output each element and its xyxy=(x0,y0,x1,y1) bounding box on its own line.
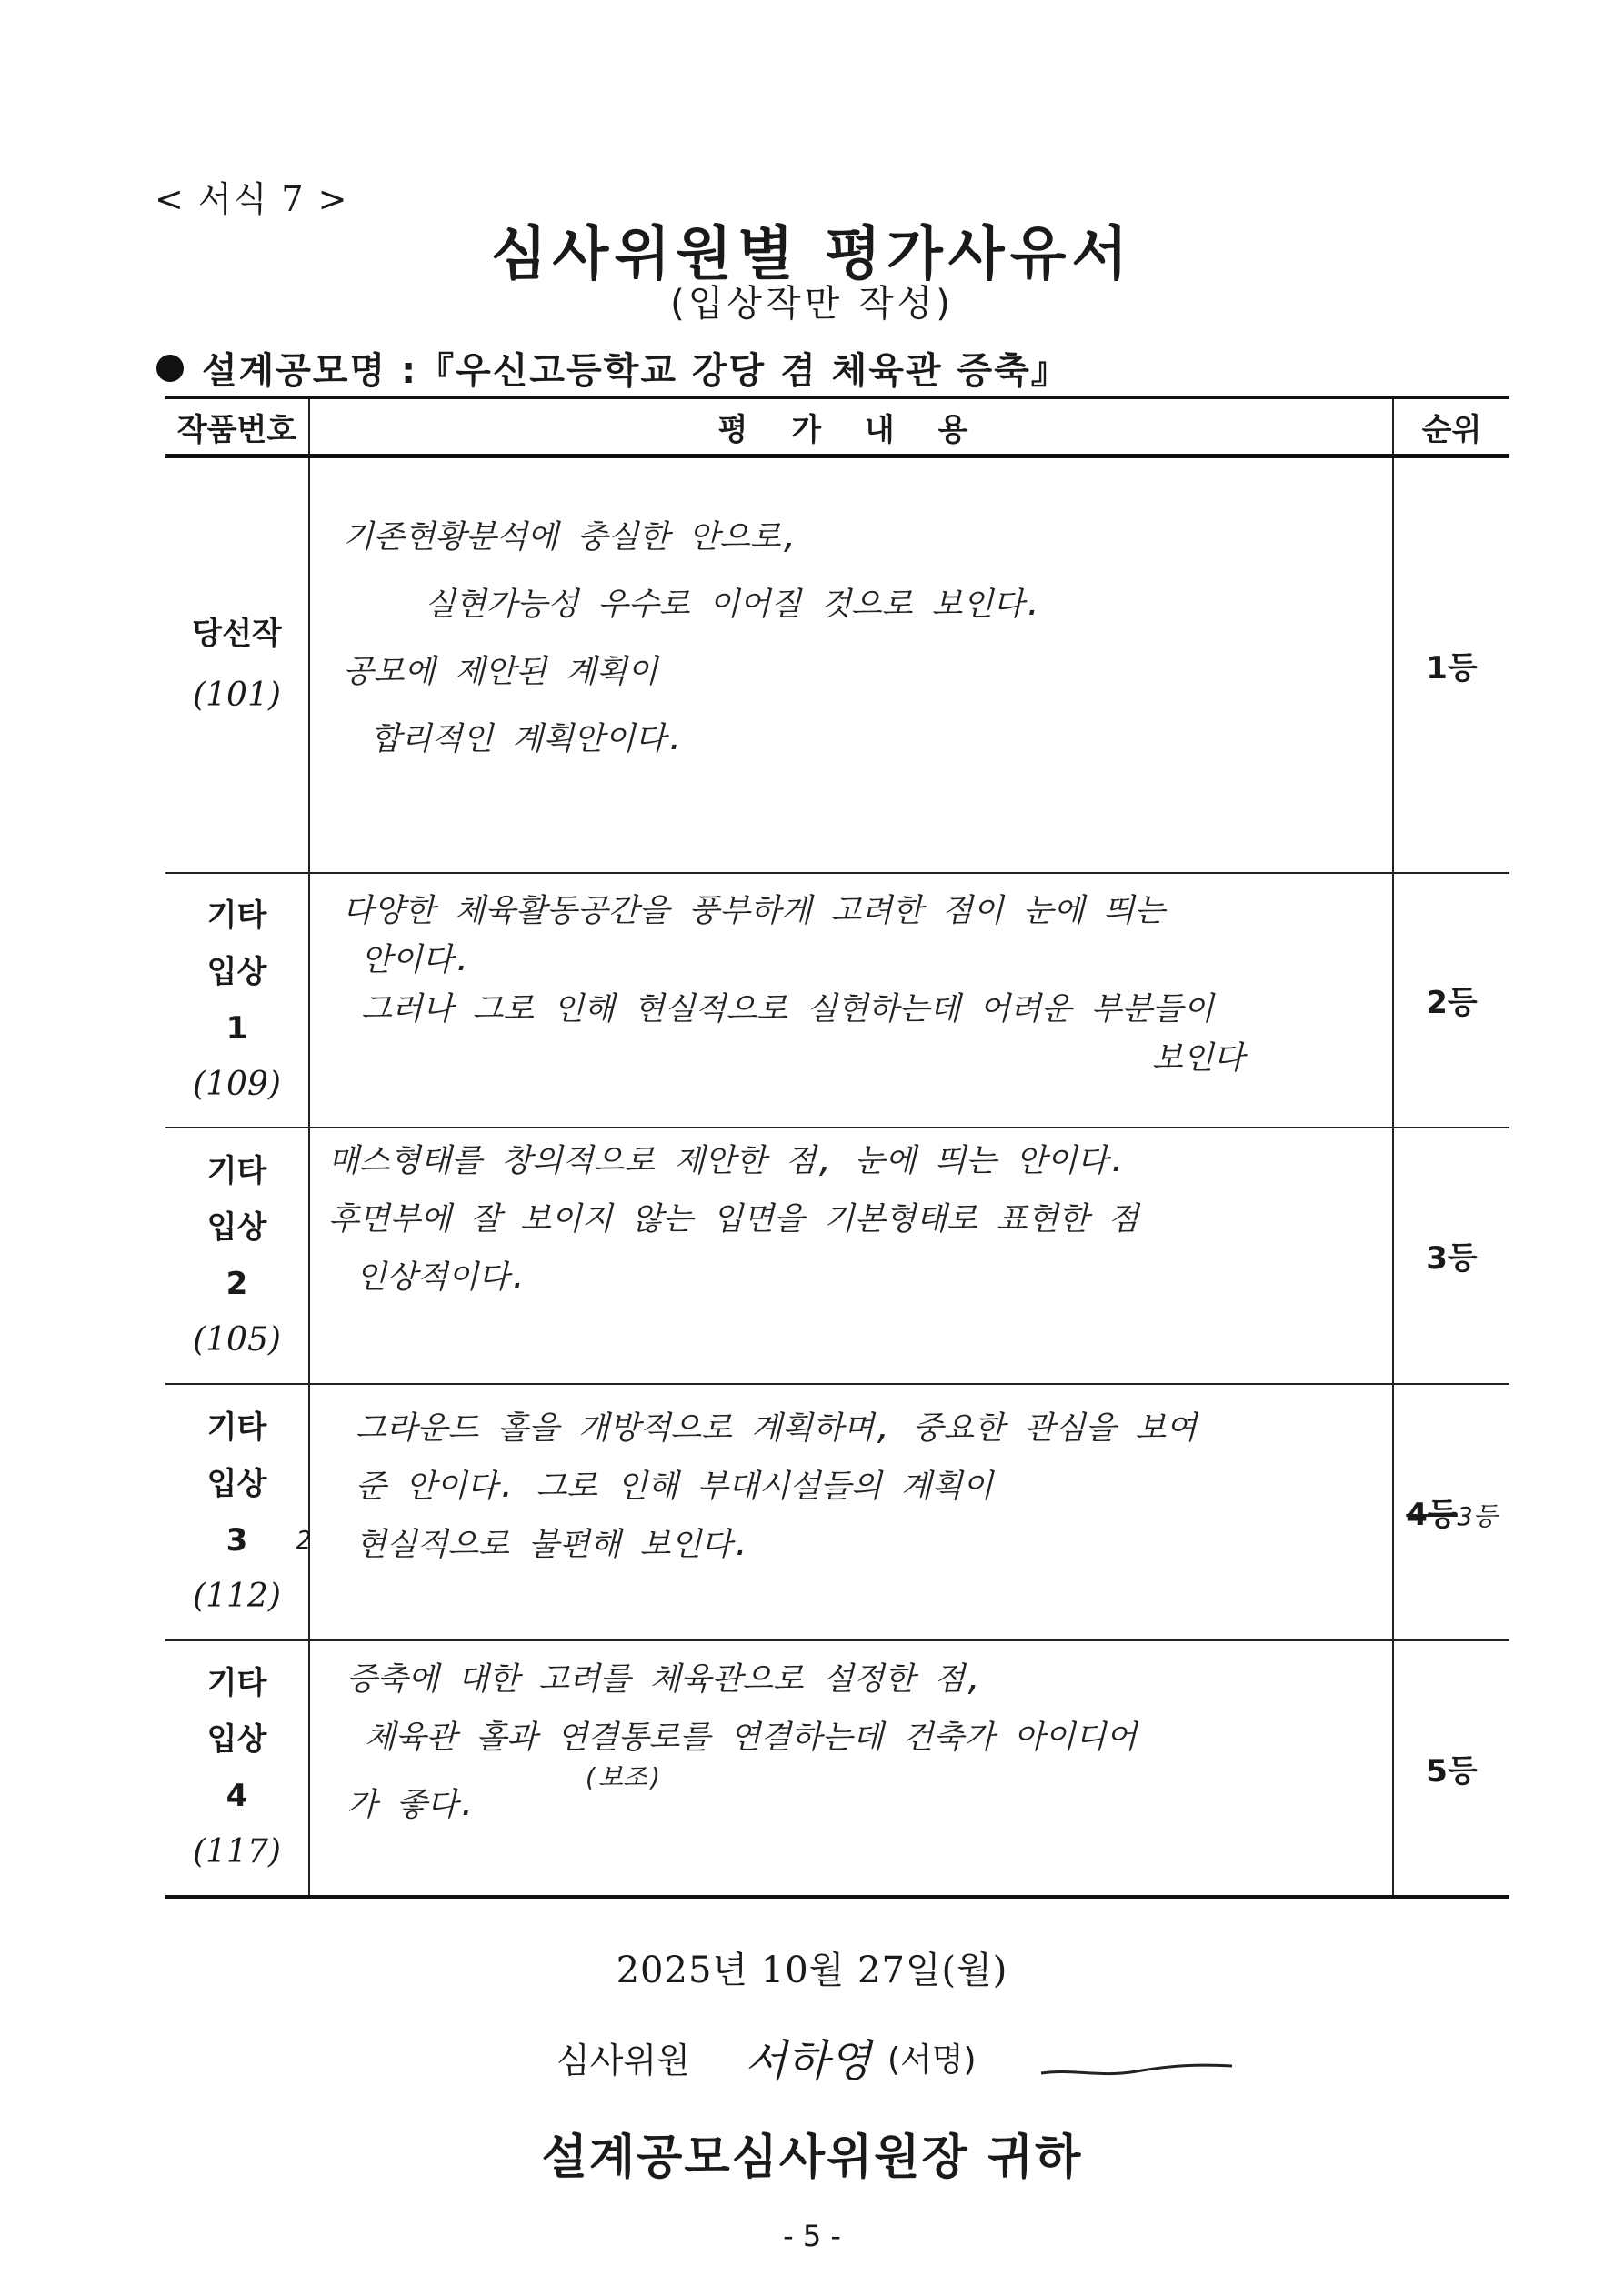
evaluation-line: 실현가능성 우수로 이어질 것으로 보인다. xyxy=(425,587,1044,623)
judge-label: 심사위원 xyxy=(556,2040,690,2080)
evaluation-line: 증축에 대한 고려를 체육관으로 설정한 점, xyxy=(346,1660,985,1698)
evaluation-line: 그라운드 홀을 개방적으로 계획하며, 중요한 관심을 보여 xyxy=(356,1409,1198,1447)
evaluation-line: 다양한 체육활동공간을 풍부하게 고려한 점이 눈에 띄는 xyxy=(343,892,1166,929)
entry-label-text: 기타 입상3 xyxy=(206,1409,267,1559)
entry-number: (117) xyxy=(193,1833,281,1870)
rank-original: 4등 xyxy=(1406,1497,1458,1533)
rank-cell xyxy=(1393,1384,1509,1640)
table-row xyxy=(165,873,1509,1128)
entry-cell xyxy=(165,1128,309,1384)
entry-number: (105) xyxy=(193,1320,281,1359)
table-row xyxy=(165,456,1509,873)
evaluation-line: 보인다 xyxy=(1152,1039,1245,1077)
evaluation-line: 합리적인 계획안이다. xyxy=(370,721,686,757)
addressee: 설계공모심사위원장 귀하 xyxy=(541,2131,1083,2185)
evaluation-line: 안이다. xyxy=(361,941,473,978)
rank-cell: 1등 xyxy=(1393,456,1509,873)
judge-signature: 서하영 xyxy=(744,2036,871,2087)
entry-cell xyxy=(165,1640,309,1897)
evaluation-text xyxy=(309,1640,1393,1897)
rank-cell: 3등 xyxy=(1393,1128,1509,1384)
entry-label xyxy=(199,1399,312,1569)
entry-cell xyxy=(165,873,309,1128)
evaluation-text xyxy=(309,873,1393,1128)
evaluation-line: 가 좋다. xyxy=(346,1786,477,1823)
rank-cell: 2등 xyxy=(1393,873,1509,1128)
header-rank: 순위 xyxy=(1393,398,1509,456)
rank-correction: 3등 xyxy=(1457,1501,1498,1531)
entry-cell xyxy=(165,1384,312,1640)
evaluation-line: 후면부에 잘 보이지 않는 입면을 기본형태로 표현한 점 xyxy=(328,1200,1139,1238)
project-name-line xyxy=(156,342,1069,394)
table-row xyxy=(165,1384,1509,1640)
entry-cell xyxy=(165,456,309,873)
entry-label: 기타 입상2 xyxy=(206,1152,267,1302)
form-number: < 서식 7 > xyxy=(155,179,349,219)
evaluation-line: 공모에 제안된 계획이 xyxy=(343,654,658,690)
document-subtitle: (입상작만 작성) xyxy=(670,283,954,325)
table-header-row xyxy=(165,398,1509,456)
document-title: 심사위원별 평가사유서 xyxy=(490,221,1134,288)
table-row xyxy=(165,1640,1509,1897)
entry-number: (101) xyxy=(193,677,281,715)
entry-label: 기타 입상1 xyxy=(206,897,267,1047)
entry-label: 기타 입상4 xyxy=(206,1665,267,1814)
evaluation-line: 체육관 홀과 연결통로를 연결하는데 건축가 아이디어 xyxy=(365,1719,1138,1756)
bullet-icon xyxy=(156,355,184,382)
evaluation-line: 인상적이다. xyxy=(356,1258,529,1296)
page-number: - 5 - xyxy=(783,2219,841,2253)
entry-label-correction: 2 xyxy=(296,1524,312,1555)
evaluation-text xyxy=(309,456,1393,873)
project-name: 설계공모명 :『우신고등학교 강당 겸 체육관 증축』 xyxy=(202,350,1069,392)
evaluation-note: (보조) xyxy=(583,1761,663,1792)
rank-cell: 5등 xyxy=(1393,1640,1509,1897)
signature-stroke xyxy=(1037,2046,1237,2100)
table-row xyxy=(165,1128,1509,1384)
judge-signature-line xyxy=(556,2026,977,2089)
evaluation-line: 준 안이다. 그로 인해 부대시설들의 계획이 xyxy=(356,1468,994,1505)
evaluation-line: 그러나 그로 인해 현실적으로 실현하는데 어려운 부분들이 xyxy=(361,990,1214,1028)
evaluation-date: 2025년 10월 27일(월) xyxy=(616,1950,1008,1991)
header-evaluation-content: 평 가 내 용 xyxy=(309,398,1393,456)
evaluation-text xyxy=(309,1128,1393,1384)
header-entry-number: 작품번호 xyxy=(165,398,309,456)
evaluation-line: 기존현황분석에 충실한 안으로, xyxy=(343,519,800,556)
evaluation-text xyxy=(309,1384,1393,1640)
evaluation-line: 매스형태를 창의적으로 제안한 점, 눈에 띄는 안이다. xyxy=(328,1142,1128,1179)
entry-number: (112) xyxy=(193,1577,281,1615)
entry-number: (109) xyxy=(193,1065,281,1103)
evaluation-line: 현실적으로 불편해 보인다. xyxy=(356,1526,752,1563)
evaluation-table xyxy=(165,396,1509,1899)
entry-label: 당선작 xyxy=(192,616,282,653)
signature-mark: (서명) xyxy=(887,2041,977,2079)
